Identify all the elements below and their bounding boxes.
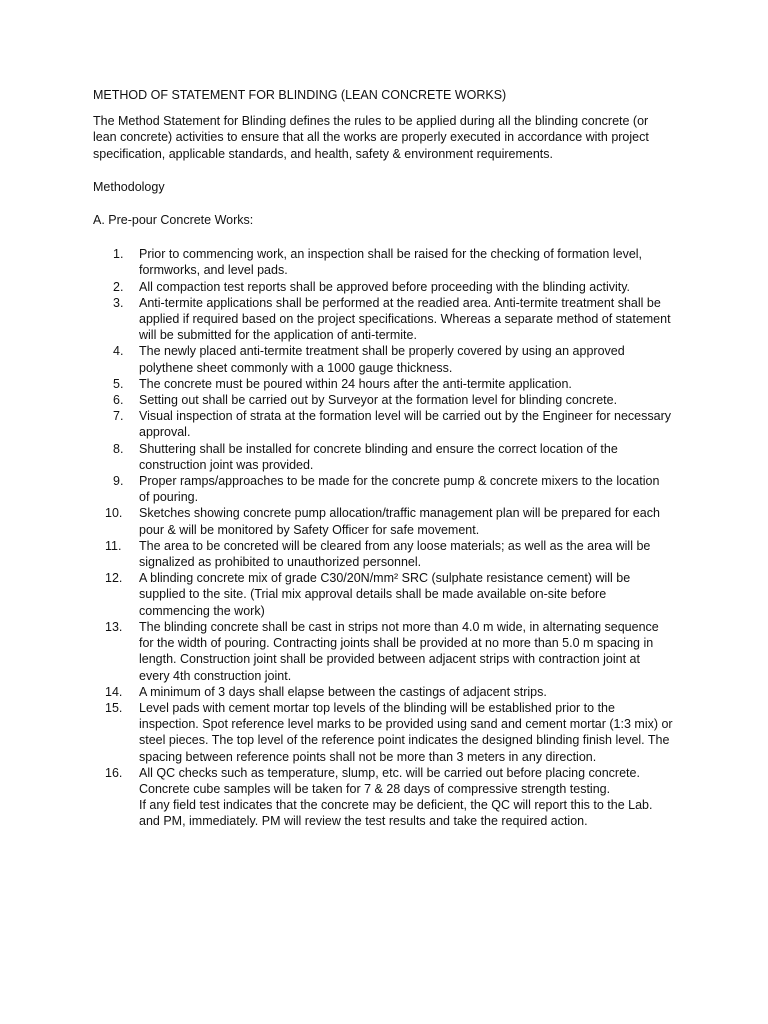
list-item: [93, 538, 673, 570]
list-item-text: The concrete must be poured within 24 hours after the anti-termite application.: [139, 376, 572, 391]
list-item-text: Sketches showing concrete pump allocation/traffic management plan will be prepared for each pour & will be monitored by Safety Officer for safe movement.: [139, 506, 660, 537]
list-item-number: 13.: [105, 619, 123, 634]
list-item-text: A minimum of 3 days shall elapse between the castings of adjacent strips.: [139, 684, 547, 699]
list-item-number: 11.: [105, 538, 122, 553]
list-item: [93, 246, 673, 278]
list-item: [93, 684, 673, 700]
intro-paragraph: The Method Statement for Blinding defines the rules to be applied during all the blinding concrete (or lean concrete) activities to ensure that all the works are properly executed in accordance with project specification, applicable standards, and health, safety & environment requirements.: [93, 114, 649, 161]
list-item-text: A blinding concrete mix of grade C30/20N/mm² SRC (sulphate resistance cement) will be supplied to the site. (Trial mix approval details shall be made available on-site before commencing the work): [139, 571, 631, 618]
list-item-number: 1.: [113, 247, 124, 262]
list-item: [93, 392, 673, 408]
list-item-number: 3.: [113, 295, 124, 310]
list-item: [93, 765, 673, 830]
list-item-number: 14.: [105, 684, 123, 699]
list-item-number: 2.: [113, 279, 124, 294]
list-item-text: Setting out shall be carried out by Surveyor at the formation level for blinding concrete.: [139, 393, 618, 408]
steps-list: [93, 246, 673, 829]
list-item-text: Anti-termite applications shall be performed at the readied area. Anti-termite treatment shall be applied if required based on the project specifications. Whereas a separate method of statement will be submitted for the application of anti-termite.: [139, 295, 671, 343]
list-item: [93, 505, 673, 537]
list-item-number: 7.: [113, 409, 124, 424]
list-item-text: Shuttering shall be installed for concrete blinding and ensure the correct location of the construction joint was provided.: [139, 441, 618, 472]
document-title: METHOD OF STATEMENT FOR BLINDING (LEAN CONCRETE WORKS): [93, 88, 507, 102]
list-item-text: Visual inspection of strata at the formation level will be carried out by the Engineer for necessary approval.: [139, 409, 671, 440]
list-item-text: The blinding concrete shall be cast in strips not more than 4.0 m wide, in alternating sequence for the width of pouring. Contracting joints shall be provided at no more than 5.0 m spacing in length. Construction joint shall be provided between adjacent strips with contraction joint at every 4th construction joint.: [139, 619, 659, 683]
list-item: [93, 408, 673, 440]
list-item-number: 15.: [105, 700, 123, 715]
list-item-number: 4.: [113, 344, 124, 359]
list-item-text: Prior to commencing work, an inspection shall be raised for the checking of formation level, formworks, and level pads.: [139, 247, 643, 278]
list-item-number: 5.: [113, 376, 124, 391]
document-page: [93, 87, 673, 830]
list-item: [93, 376, 673, 392]
list-item: [93, 473, 673, 505]
list-item-number: 6.: [113, 393, 124, 408]
section-heading: Methodology: [93, 180, 165, 195]
list-item-number: 12.: [105, 571, 123, 586]
list-item-number: 8.: [113, 441, 124, 456]
list-item: [93, 619, 673, 684]
list-item-text: The newly placed anti-termite treatment shall be properly covered by using an approved polythene sheet commonly with a 1000 gauge thickness.: [139, 344, 625, 375]
list-item: [93, 343, 673, 375]
list-item: [93, 441, 673, 473]
list-item: [93, 700, 673, 765]
sub-heading: A. Pre-pour Concrete Works:: [93, 213, 254, 228]
list-item-text: All compaction test reports shall be approved before proceeding with the blinding activity.: [139, 279, 631, 294]
list-item-text: Level pads with cement mortar top levels of the blinding will be established prior to the inspection. Spot reference level marks to be provided using sand and cement mortar (1:3 mix) or steel pieces. The top level of the reference point indicates the designed blinding finish level. The spacing between reference points shall not be more than 3 meters in any direction.: [139, 700, 673, 764]
list-item-number: 16.: [105, 765, 123, 780]
list-item-number: 10.: [105, 506, 123, 521]
list-item: [93, 570, 673, 619]
list-item-text: Proper ramps/approaches to be made for the concrete pump & concrete mixers to the location of pouring.: [139, 474, 660, 505]
list-item-extra-text: If any field test indicates that the concrete may be deficient, the QC will report this to the Lab. and PM, immediately. PM will review the test results and take the required action.: [139, 798, 653, 829]
list-item-number: 9.: [113, 474, 124, 489]
list-item: [93, 295, 673, 344]
list-item: [93, 279, 673, 295]
list-item-text: All QC checks such as temperature, slump, etc. will be carried out before placing concrete. Concrete cube samples will be taken for 7 & 28 days of compressive strength testing.: [139, 765, 640, 796]
list-item-text: The area to be concreted will be cleared from any loose materials; as well as the area will be signalized as prohibited to unauthorized personnel.: [139, 538, 651, 570]
